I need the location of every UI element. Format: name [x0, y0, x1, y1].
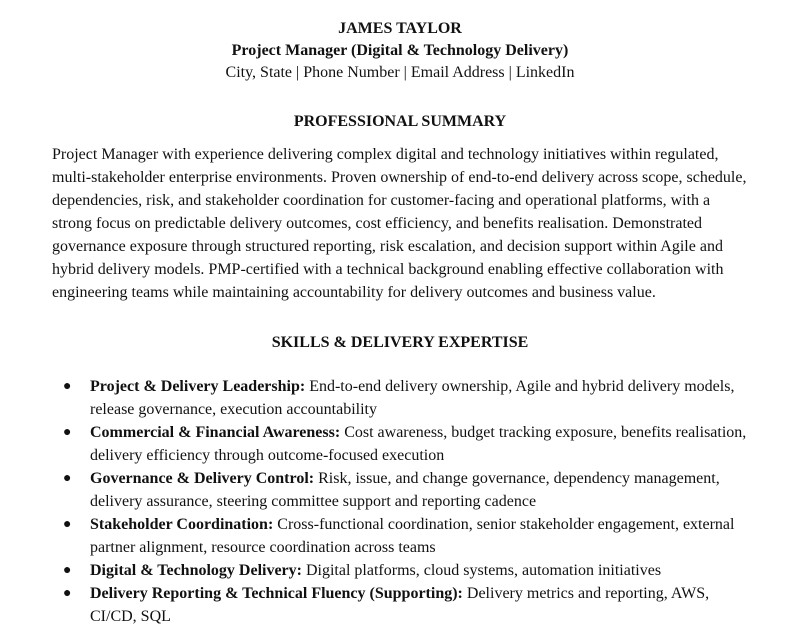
bullet-icon: ●: [63, 379, 72, 394]
candidate-role: Project Manager (Digital & Technology Delivery): [231, 42, 569, 59]
skill-label: Project & Delivery Leadership:: [90, 378, 306, 395]
skill-text: End-to-end delivery ownership, Agile and hybrid delivery models, release governance, execution accountability: [90, 378, 735, 418]
skill-text: Risk, issue, and change governance, dependency management, delivery assurance, steering committee support and reporting cadence: [90, 470, 720, 510]
bullet-icon: ●: [63, 563, 72, 578]
skill-item: [63, 421, 748, 467]
skill-item: [63, 582, 748, 628]
contact-line: City, State | Phone Number | Email Address | LinkedIn: [225, 64, 575, 81]
summary-paragraph: Project Manager with experience delivering complex digital and technology initiatives within regulated, multi-stakeholder enterprise environments. Proven ownership of end-to-end delivery across scope, schedule, dependencies, risk, and stakeholder coordination for customer-facing and operational platforms, with a strong focus on predictable delivery outcomes, cost efficiency, and benefits realisation. Demonstrated governance exposure through structured reporting, risk escalation, and decision support within Agile and hybrid delivery models. PMP-certified with a technical background enabling effective collaboration with engineering teams while maintaining accountability for delivery outcomes and business value.: [52, 146, 747, 301]
skill-text: Delivery metrics and reporting, AWS, CI/CD, SQL: [90, 585, 710, 625]
skill-text: Cost awareness, budget tracking exposure, benefits realisation, delivery efficiency through outcome-focused execution: [90, 424, 747, 464]
skill-text: Cross-functional coordination, senior stakeholder engagement, external partner alignment, resource coordination across teams: [90, 516, 735, 556]
resume-header: [52, 18, 748, 84]
bullet-icon: ●: [63, 425, 72, 440]
candidate-name: JAMES TAYLOR: [338, 20, 462, 37]
skills-heading: SKILLS & DELIVERY EXPERTISE: [271, 334, 529, 351]
skill-text: Digital platforms, cloud systems, automation initiatives: [301, 562, 662, 579]
bullet-icon: ●: [63, 586, 72, 601]
skills-list: [52, 375, 748, 628]
bullet-icon: ●: [63, 517, 72, 532]
bullet-icon: ●: [63, 471, 72, 486]
skill-label: Delivery Reporting & Technical Fluency (Supporting):: [90, 585, 463, 602]
skill-label: Stakeholder Coordination:: [90, 516, 274, 533]
skill-item: [63, 375, 748, 421]
skill-label: Commercial & Financial Awareness:: [90, 424, 341, 441]
skill-item: [63, 513, 748, 559]
skill-item: [63, 467, 748, 513]
summary-heading: PROFESSIONAL SUMMARY: [293, 113, 507, 130]
skill-item: [63, 559, 748, 582]
skill-label: Digital & Technology Delivery:: [90, 562, 302, 579]
skill-label: Governance & Delivery Control:: [90, 470, 315, 487]
